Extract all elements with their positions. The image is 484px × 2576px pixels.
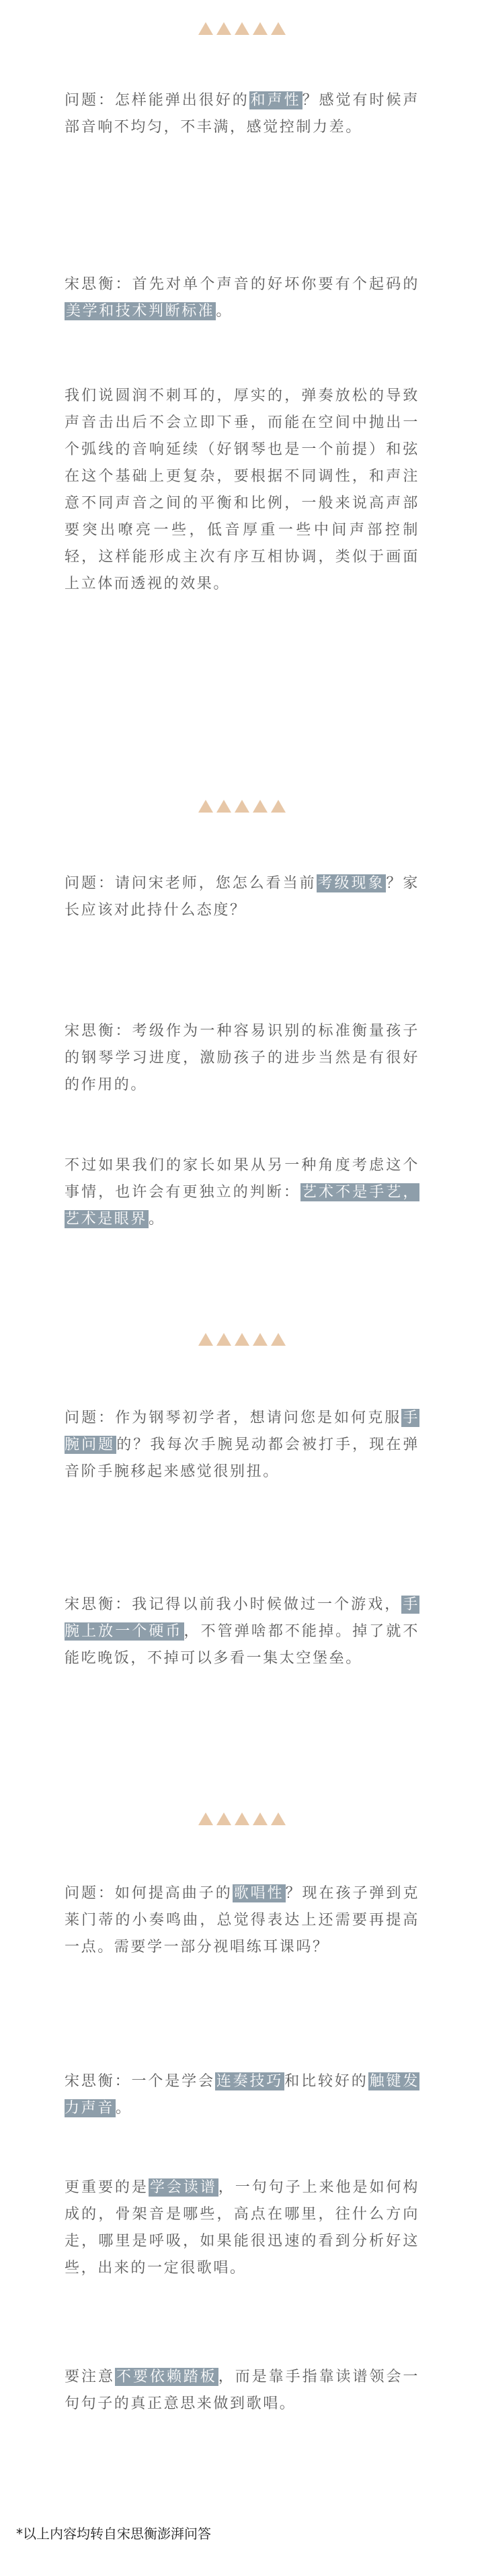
highlight-keyword: 手腕上放一个硬币: [65, 1596, 419, 1640]
highlight-keyword: 歌唱性: [233, 1885, 284, 1902]
answer-paragraph: [65, 2068, 419, 2122]
text-segment: 不过如果我们的家长如果从另一种角度考虑这个事情，也许会有更独立的判断：: [65, 1157, 419, 1201]
text-segment: 问题：作为钢琴初学者，想请问您是如何克服: [65, 1410, 402, 1426]
question-paragraph: [65, 1405, 419, 1485]
triangle-icon: [271, 1333, 286, 1346]
triangle-icon: [235, 22, 249, 35]
triangle-icon: [198, 22, 213, 35]
triangle-icon: [253, 800, 268, 813]
text-segment: ？感觉有时候声部音响不均匀，不丰满，感觉控制力差。: [65, 92, 420, 136]
text-segment: 和比较好的: [284, 2073, 368, 2090]
text-segment: 。: [115, 2100, 132, 2117]
highlight-keyword: 学会读谱: [149, 2179, 217, 2196]
triangle-icon: [235, 1333, 249, 1346]
triangle-icon: [253, 1333, 268, 1346]
text-segment: 宋思衡：首先对单个声音的好坏你要有个起码的: [65, 276, 419, 293]
triangle-icon: [198, 1812, 213, 1825]
triangle-icon: [198, 1333, 213, 1346]
highlight-keyword: 手腕问题: [65, 1410, 419, 1453]
triangle-icon: [271, 1812, 286, 1825]
text-segment: ，而是靠手指靠读谱领会一句句子的真正意思来做到歌唱。: [65, 2368, 420, 2412]
text-segment: 宋思衡：一个是学会: [65, 2073, 215, 2090]
highlight-keyword: 触键发力声音: [65, 2073, 419, 2117]
question-paragraph: [65, 87, 419, 141]
triangle-icon: [216, 800, 231, 813]
highlight-keyword: 美学和技术判断标准: [66, 303, 215, 320]
text-segment: 我们说圆润不刺耳的，厚实的，弹奏放松的导致声音击出后不会立即下垂，而能在空间中抛出一个弧线的音响延续（好钢琴也是一个前提）和弦在这个基础上更复杂，要根据不同调性，和声注意不同声音之间的平衡和比例，一般来说高声部要突出嘹亮一些，低音厚重一些中间声部控制轻，这样能形成主次有序互相协调，类似于画面上立体而透视的效果。: [65, 387, 419, 592]
answer-paragraph: [65, 1018, 419, 1099]
text-segment: ？家长应该对此持什么态度？: [65, 875, 420, 919]
body-paragraph: [65, 2364, 419, 2418]
triangle-icon: [253, 1812, 268, 1825]
section-divider: [0, 1330, 484, 1346]
text-segment: 宋思衡：考级作为一种容易识别的标准衡量孩子的钢琴学习进度，激励孩子的进步当然是有很好的作用的。: [65, 1023, 419, 1093]
highlight-keyword: 连奏技巧: [216, 2073, 284, 2090]
text-segment: ，不管弹啥都不能掉。掉了就不能吃晚饭，不掉可以多看一集太空堡垒。: [65, 1623, 420, 1667]
text-segment: ？现在孩子弹到克莱门蒂的小奏鸣曲，总觉得表达上还需要再提高一点。需要学一部分视唱练耳课吗？: [65, 1885, 419, 1956]
triangle-icon: [271, 800, 286, 813]
text-segment: 。: [149, 1211, 165, 1228]
triangle-icon: [271, 22, 286, 35]
triangle-icon: [253, 22, 268, 35]
section-divider: [0, 19, 484, 35]
text-segment: 。: [216, 303, 233, 320]
text-segment: 宋思衡：我记得以前我小时候做过一个游戏，: [65, 1596, 402, 1613]
footnote: *以上内容均转自宋思衡澎湃问答: [16, 2526, 211, 2542]
question-paragraph: [65, 870, 419, 924]
text-segment: 问题：怎样能弹出很好的: [65, 92, 249, 109]
triangle-icon: [216, 1333, 231, 1346]
body-paragraph: [65, 2174, 419, 2282]
highlight-keyword: 不要依赖踏板: [116, 2368, 217, 2385]
text-segment: 的？我每次手腕晃动都会被打手，现在弹音阶手腕移起来感觉很别扭。: [65, 1436, 419, 1480]
text-segment: ，一句句子上来他是如何构成的，骨架音是哪些，高点在哪里，往什么方向走，哪里是呼吸，如果能很迅速的看到分析好这些，出来的一定很歌唱。: [65, 2179, 420, 2276]
highlight-keyword: 和声性: [250, 92, 301, 109]
highlight-keyword: 艺术不是手艺，艺术是眼界: [65, 1184, 420, 1228]
triangle-icon: [216, 1812, 231, 1825]
triangle-icon: [235, 800, 249, 813]
text-segment: 问题：请问宋老师，您怎么看当前: [65, 875, 317, 892]
text-segment: 更重要的是: [65, 2179, 149, 2196]
body-paragraph: [65, 383, 419, 598]
question-paragraph: [65, 1880, 419, 1961]
section-divider: [0, 1809, 484, 1825]
triangle-icon: [235, 1812, 249, 1825]
triangle-icon: [198, 800, 213, 813]
highlight-keyword: 考级现象: [317, 875, 385, 892]
triangle-icon: [216, 22, 231, 35]
answer-paragraph: [65, 271, 419, 325]
body-paragraph: [65, 1152, 419, 1233]
text-segment: 问题：如何提高曲子的: [65, 1885, 233, 1902]
text-segment: 要注意: [65, 2368, 115, 2385]
answer-paragraph: [65, 1592, 419, 1672]
section-divider: [0, 796, 484, 813]
